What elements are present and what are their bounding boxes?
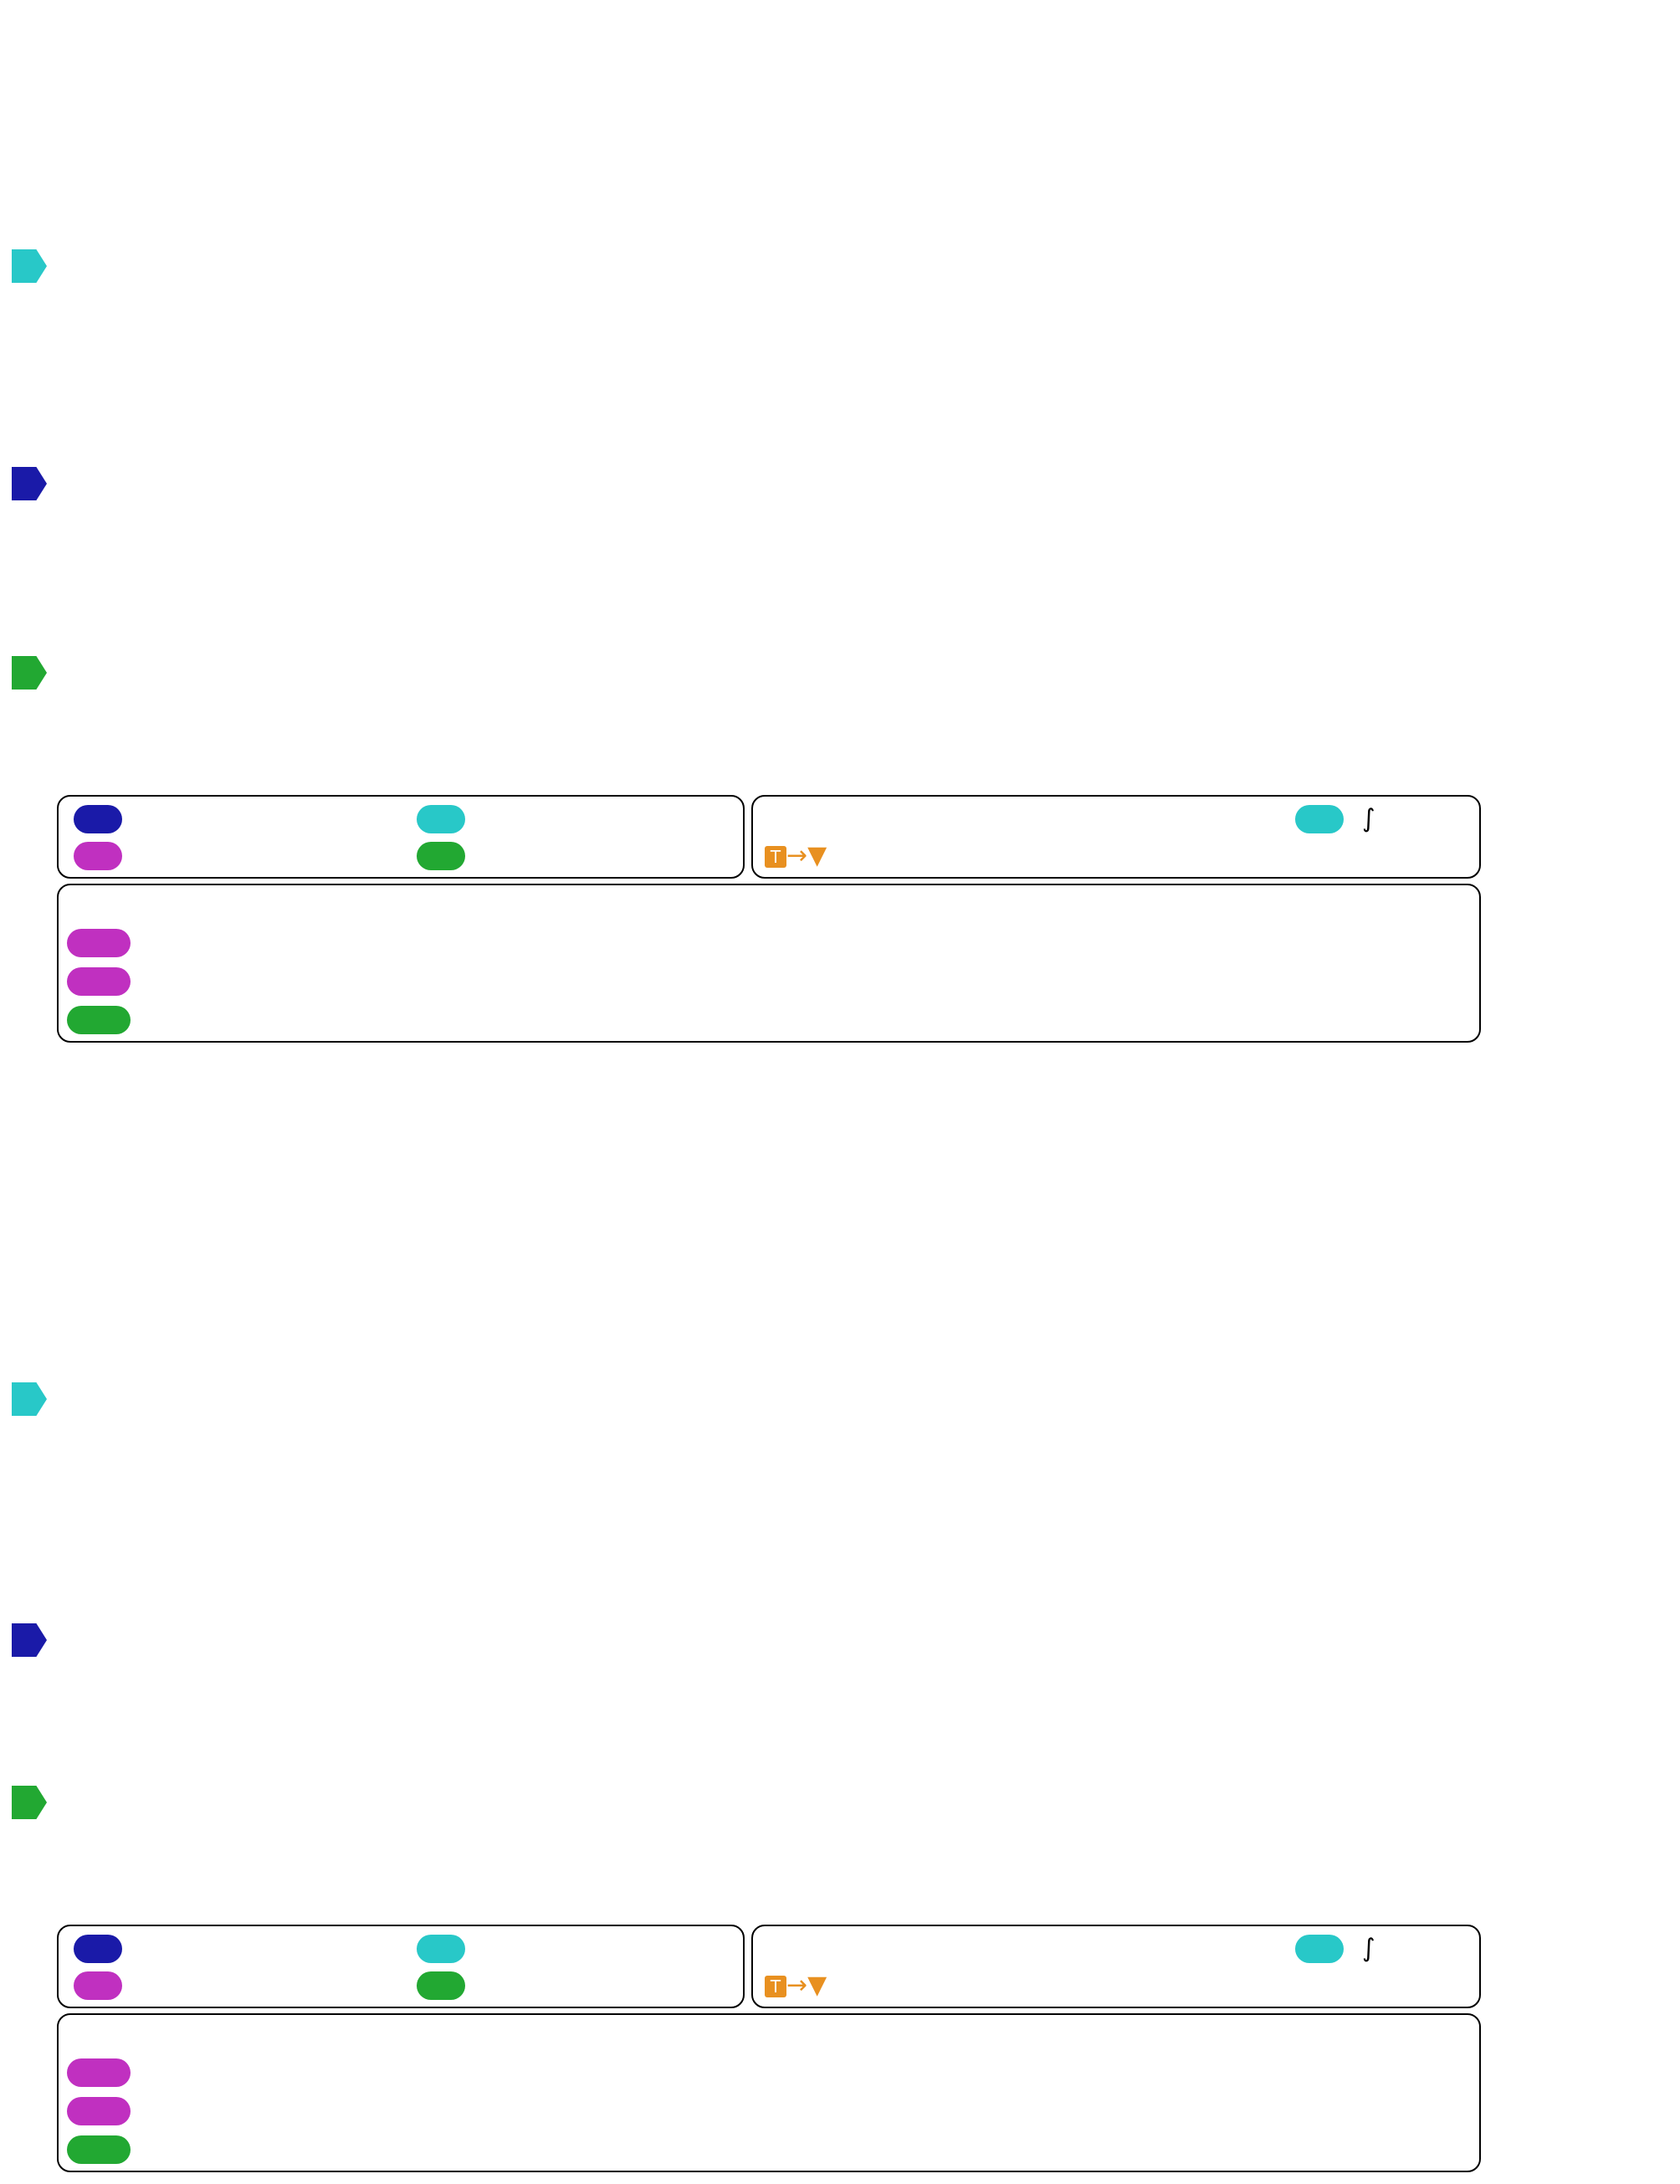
trigger-source-badge <box>1295 1935 1344 1963</box>
trigger-position-icon: T <box>765 1976 786 1997</box>
meas-row1-badge <box>67 2058 131 2087</box>
ch1-badge <box>74 1935 122 1963</box>
ch2-badge <box>417 1935 465 1963</box>
scope-bottom <box>0 1121 1680 2184</box>
trigger-slope-icon: ∫ <box>1362 804 1375 833</box>
trigger-slope-icon: ∫ <box>1362 1934 1375 1963</box>
meas-row3-badge <box>67 2135 131 2164</box>
measurement-panel-bottom <box>57 2013 1481 2172</box>
channel-readout-bottom <box>57 1925 745 2008</box>
trigger-position: T →▼ <box>765 1971 827 2000</box>
trigger-position: T →▼ <box>765 842 827 870</box>
meas-row2-badge <box>67 2097 131 2125</box>
ch3-badge <box>74 1971 122 2000</box>
timebase-readout-bottom <box>751 1925 1481 2008</box>
ch4-badge <box>417 1971 465 2000</box>
trigger-position-icon: T <box>765 846 786 868</box>
